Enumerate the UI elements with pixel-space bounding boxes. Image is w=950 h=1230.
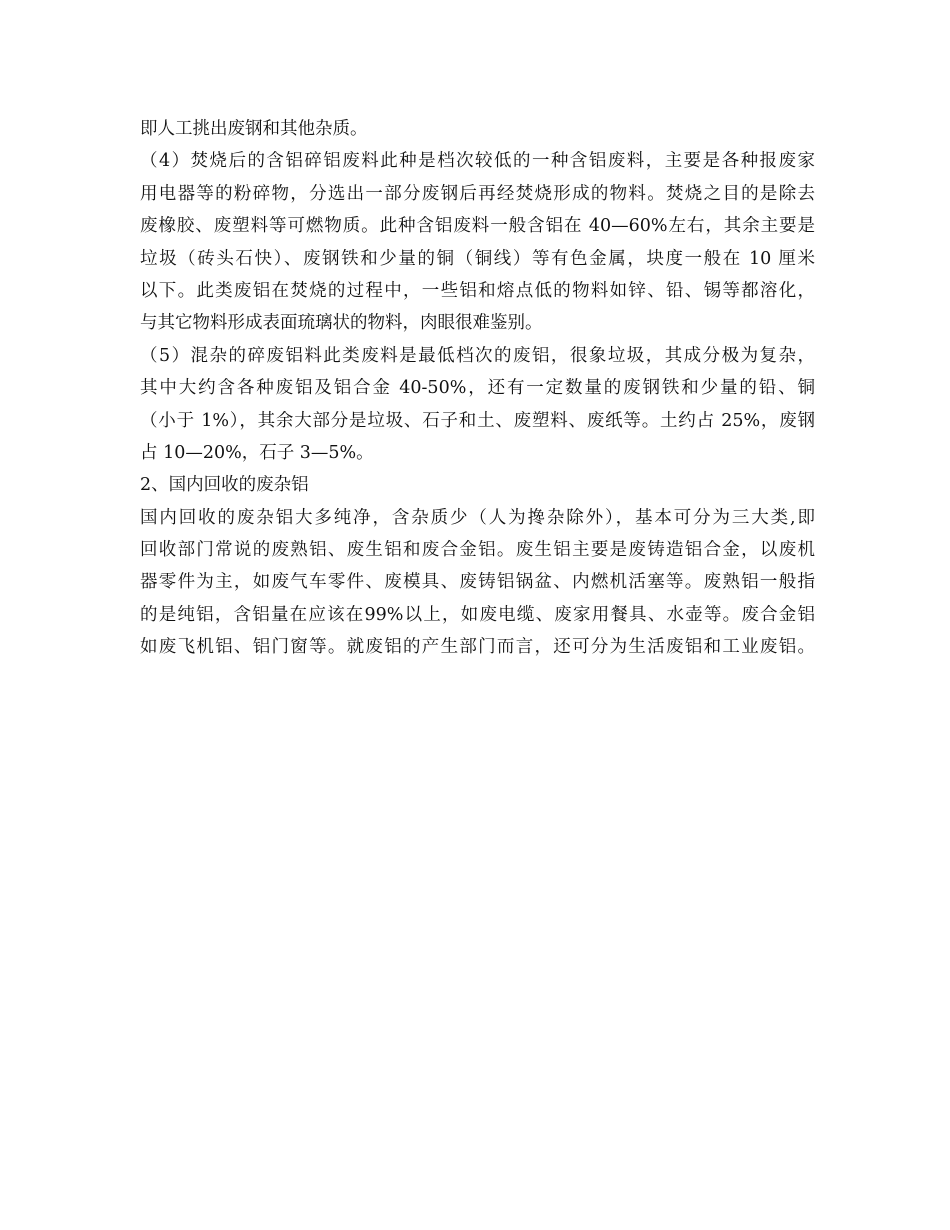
text-line: 用电器等的粉碎物，分选出一部分废钢后再经焚烧形成的物料。焚烧之目的是除去 bbox=[140, 183, 815, 204]
text-line: 废橡胶、废塑料等可燃物质。此种含铝废料一般含铝在 40—60%左右，其余主要是 bbox=[140, 216, 815, 237]
text-line: 如废飞机铝、铝门窗等。就废铝的产生部门而言，还可分为生活废铝和工业废铝。 bbox=[140, 637, 815, 658]
text-line: 垃圾（砖头石快）、废钢铁和少量的铜（铜线）等有色金属，块度一般在 10 厘米 bbox=[140, 248, 815, 269]
text-line: （5）混杂的碎废铝料此类废料是最低档次的废铝，很象垃圾，其成分极为复杂， bbox=[140, 345, 815, 366]
text-line: 国内回收的废杂铝大多纯净，含杂质少（人为搀杂除外），基本可分为三大类,即 bbox=[140, 507, 815, 528]
body-text bbox=[140, 113, 815, 664]
text-line: 与其它物料形成表面琉璃状的物料，肉眼很难鉴别。 bbox=[140, 313, 543, 334]
text-line: 占 10—20%，石子 3—5%。 bbox=[140, 442, 374, 463]
text-line: （4）焚烧后的含铝碎铝废料此种是档次较低的一种含铝废料，主要是各种报废家 bbox=[140, 151, 815, 172]
section-heading: 2、国内回收的废杂铝 bbox=[140, 475, 309, 496]
text-line: 器零件为主，如废气车零件、废模具、废铸铝锅盆、内燃机活塞等。废熟铝一般指 bbox=[140, 572, 815, 593]
text-line: 的是纯铝，含铝量在应该在99%以上，如废电缆、废家用餐具、水壶等。废合金铝 bbox=[140, 604, 815, 625]
text-line: 即人工挑出废钢和其他杂质。 bbox=[140, 119, 368, 139]
text-line: 回收部门常说的废熟铝、废生铝和废合金铝。废生铝主要是废铸造铝合金，以废机 bbox=[140, 540, 815, 561]
text-line: 其中大约含各种废铝及铝合金 40-50%，还有一定数量的废钢铁和少量的铅、铜 bbox=[140, 378, 815, 399]
text-line: （小于 1%），其余大部分是垃圾、石子和土、废塑料、废纸等。土约占 25%，废钢 bbox=[140, 410, 815, 431]
text-line: 以下。此类废铝在焚烧的过程中，一些铝和熔点低的物料如锌、铅、锡等都溶化， bbox=[140, 280, 815, 301]
